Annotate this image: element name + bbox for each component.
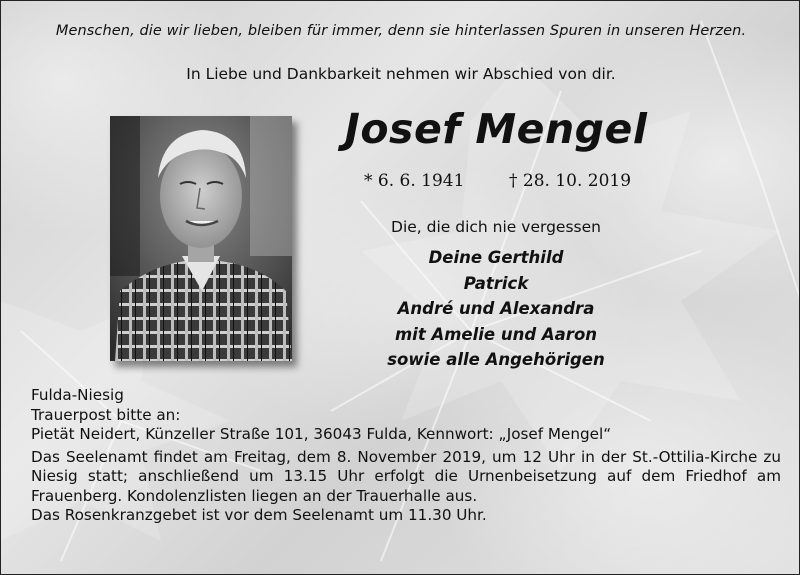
birth-date: * 6. 6. 1941 — [364, 171, 465, 191]
mourner-name: sowie alle Angehörigen — [387, 350, 605, 369]
death-date: † 28. 10. 2019 — [509, 171, 632, 191]
service-notice: Das Seelenamt findet am Freitag, dem 8. November 2019, um 12 Uhr in der St.-Ottilia-Kirche zu Niesig statt; anschließend um 13.15 Uhr erfolgt die Urnenbeisetzung auf dem Friedhof am Frauenberg. Kondolenzlisten liegen an der Trauerhalle aus. — [31, 447, 781, 505]
farewell-line: In Liebe und Dankbarkeit nehmen wir Abschied von dir. — [186, 65, 616, 83]
mourner-name: Patrick — [463, 273, 529, 293]
mourner-name: Deine Gerthild — [428, 248, 564, 267]
mourners-intro: Die, die dich nie vergessen — [391, 218, 601, 236]
rosary-notice: Das Rosenkranzgebet ist vor dem Seelenamt um 11.30 Uhr. — [31, 506, 487, 524]
mail-address: Pietät Neidert, Künzeller Straße 101, 36043 Fulda, Kennwort: „Josef Mengel“ — [31, 425, 612, 443]
memorial-quote: Menschen, die wir lieben, bleiben für immer, denn sie hinterlassen Spuren in unseren Herzen. — [55, 23, 747, 39]
mail-label: Trauerpost bitte an: — [31, 405, 181, 424]
portrait-photo — [110, 116, 292, 361]
mourner-name: André und Alexandra — [397, 299, 595, 318]
notice-block — [31, 386, 781, 526]
mourners-list — [341, 245, 651, 373]
mourner-name: mit Amelie und Aaron — [394, 324, 598, 344]
deceased-name: Josef Mengel — [344, 105, 648, 153]
place-line: Fulda-Niesig — [31, 386, 124, 404]
